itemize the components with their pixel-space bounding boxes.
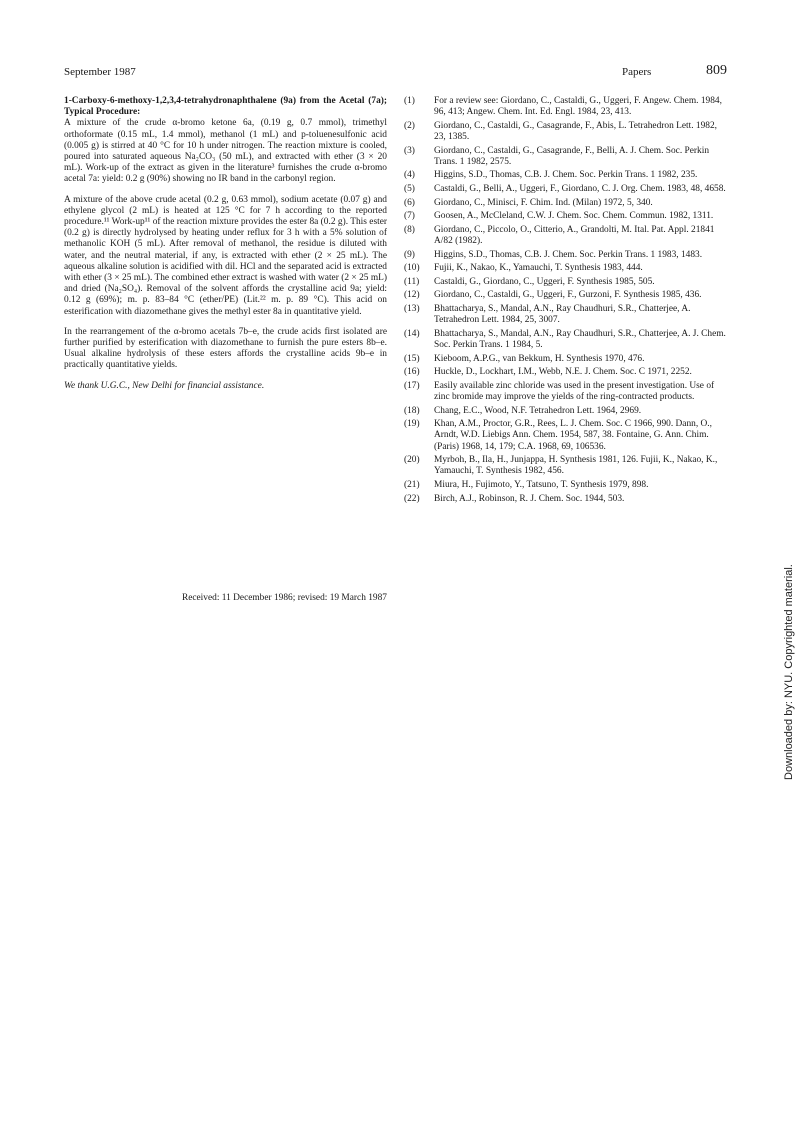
reference-item [404, 96, 730, 118]
reference-item [404, 184, 730, 195]
reference-text: Miura, H., Fujimoto, Y., Tatsuno, T. Synthesis 1979, 898. [434, 479, 649, 490]
reference-item [404, 250, 730, 261]
reference-item [404, 354, 730, 365]
reference-text: Myrboh, B., Ila, H., Junjappa, H. Synthesis 1981, 126. Fujii, K., Nakao, K., Yamauchi, T. Synthesis 1982, 456. [434, 455, 718, 477]
reference-item [404, 198, 730, 209]
reference-text: Giordano, C., Castaldi, G., Uggeri, F., Gurzoni, F. Synthesis 1985, 436. [434, 290, 702, 301]
reference-number: (6) [404, 197, 415, 208]
reference-text: Giordano, C., Castaldi, G., Casagrande, F., Abis, L. Tetrahedron Lett. 1982, 23, 1385. [434, 120, 718, 142]
page-number: 809 [706, 63, 727, 78]
reference-item [404, 211, 730, 222]
procedure-paragraph-3: In the rearrangement of the α-bromo acetals 7b–e, the crude acids first isolated are further purified by esterification with diazomethane to furnish the pure esters 8b–e. Usual alkaline hydrolysis of these esters affords the crystalline acids 9b–e in practically quantitative yields. [64, 326, 387, 371]
reference-list [404, 96, 730, 505]
reference-number: (21) [404, 479, 420, 490]
reference-item [404, 406, 730, 417]
reference-number: (2) [404, 120, 415, 131]
reference-item [404, 170, 730, 181]
reference-text: Birch, A.J., Robinson, R. J. Chem. Soc. 1944, 503. [434, 493, 625, 504]
procedure-title: 1-Carboxy-6-methoxy-1,2,3,4-tetrahydronaphthalene (9a) from the Acetal (7a); Typical Procedure: [64, 96, 387, 118]
references-column [404, 96, 730, 507]
reference-number: (19) [404, 419, 420, 430]
reference-text: Higgins, S.D., Thomas, C.B. J. Chem. Soc. Perkin Trans. 1 1983, 1483. [434, 249, 703, 260]
reference-item [404, 225, 730, 247]
reference-number: (13) [404, 303, 420, 314]
reference-text: Higgins, S.D., Thomas, C.B. J. Chem. Soc. Perkin Trans. 1 1982, 235. [434, 170, 698, 181]
reference-item [404, 121, 730, 143]
reference-number: (1) [404, 96, 415, 106]
reference-number: (11) [404, 276, 420, 287]
procedure-paragraph-2: A mixture of the above crude acetal (0.2 g, 0.63 mmol), sodium acetate (0.07 g) and ethylene glycol (2 mL) is heated at 125 °C for 7 h according to the reported procedure.¹¹ Work-up¹¹ of the reaction mixture provides the ester 8a (0.2 g). This ester (0.2 g) is directly hydrolysed by heating under reflux for 3 h with a 5% solution of methanolic KOH (5 mL). After removal of methanol, the residue is diluted with water, and the neutral material, if any, is extracted with ether (2 × 25 mL). The aqueous alkaline solution is acidified with dil. HCl and the separated acid is extracted with ether (3 × 25 mL). The combined ether extract is washed with water (2 × 25 mL) and dried (Na₂SO₄). Removal of the solvent affords the crystalline acid 9a; yield: 0.12 g (69%); m. p. 83–84 °C (ether/PE) (Lit.²² m. p. 89 °C). This acid on esterification with diazomethane gives the methyl ester 8a in quantitative yield. [64, 194, 387, 317]
reference-text: Giordano, C., Castaldi, G., Casagrande, F., Belli, A. J. Chem. Soc. Perkin Trans. 1 1982, 2575. [434, 145, 710, 167]
reference-item [404, 304, 730, 326]
reference-number: (3) [404, 145, 415, 156]
reference-number: (4) [404, 170, 415, 181]
reference-text: Giordano, C., Piccolo, O., Citterio, A., Grandolti, M. Ital. Pat. Appl. 21841 A/82 (1982). [434, 224, 715, 246]
reference-text: Bhattacharya, S., Mandal, A.N., Ray Chaudhuri, S.R., Chatterjee, A. Tetrahedron Lett. 1984, 25, 3007. [434, 303, 691, 326]
reference-number: (20) [404, 455, 420, 466]
left-column [64, 96, 387, 401]
reference-number: (15) [404, 353, 420, 364]
reference-item [404, 277, 730, 288]
reference-number: (9) [404, 249, 415, 260]
reference-text: Fujii, K., Nakao, K., Yamauchi, T. Synthesis 1983, 444. [434, 263, 643, 274]
procedure-paragraph-1: A mixture of the crude α-bromo ketone 6a, (0.19 g, 0.7 mmol), trimethyl orthoformate (0.15 mL, 1.4 mmol), methanol (1 mL) and p-toluenesulfonic acid (0.005 g) is stirred at 40 °C for 10 h under nitrogen. The reaction mixture is cooled, poured into saturated aqueous Na₂CO₃ (50 mL), and extracted with ether (3 × 20 mL). Work-up of the extract as given in the literature³ furnishes the crude α-bromo acetal 7a: yield: 0.2 g (90%) showing no IR band in the carbonyl region. [64, 118, 387, 185]
reference-item [404, 494, 730, 505]
reference-text: Giordano, C., Minisci, F. Chim. Ind. (Milan) 1972, 5, 340. [434, 197, 653, 208]
reference-number: (16) [404, 367, 420, 378]
running-header-date: September 1987 [64, 66, 136, 78]
acknowledgement: We thank U.G.C., New Delhi for financial assistance. [64, 380, 265, 391]
reference-number: (17) [404, 380, 420, 391]
reference-number: (14) [404, 328, 420, 339]
received-dates: Received: 11 December 1986; revised: 19 March 1987 [181, 593, 387, 603]
reference-text: Castaldi, G., Belli, A., Uggeri, F., Giordano, C. J. Org. Chem. 1983, 48, 4658. [434, 183, 726, 194]
reference-text: Castaldi, G., Giordano, C., Uggeri, F. Synthesis 1985, 505. [434, 276, 655, 287]
reference-item [404, 329, 730, 351]
running-header-section: Papers [622, 66, 652, 78]
reference-text: Khan, A.M., Proctor, G.R., Rees, L. J. Chem. Soc. C 1966, 990. Dann, O., Arndt, W.D. Liebigs Ann. Chem. 1954, 587, 38. Fontaine, G. Ann. Chim. (Paris) 1968, 14, 179; C.A. 1968, 69, 106536. [434, 419, 712, 452]
reference-number: (18) [404, 405, 420, 416]
reference-number: (22) [404, 493, 420, 504]
reference-text: Easily available zinc chloride was used in the present investigation. Use of zinc bromide may improve the yields of the ring-contracted products. [434, 380, 715, 402]
reference-text: Chang, E.C., Wood, N.F. Tetrahedron Lett. 1964, 2969. [434, 405, 642, 416]
reference-text: Kieboom, A.P.G., van Bekkum, H. Synthesis 1970, 476. [434, 353, 645, 364]
reference-item [404, 455, 730, 477]
reference-number: (5) [404, 183, 415, 194]
reference-number: (7) [404, 211, 415, 222]
reference-text: Bhattacharya, S., Mandal, A.N., Ray Chaudhuri, S.R., Chatterjee, A. J. Chem. Soc. Perkin Trans. 1 1984, 5. [434, 328, 726, 350]
reference-text: Huckle, D., Lockhart, I.M., Webb, N.E. J. Chem. Soc. C 1971, 2252. [434, 367, 692, 378]
reference-text: For a review see: Giordano, C., Castaldi, G., Uggeri, F. Angew. Chem. 1984, 96, 413; Angew. Chem. Int. Ed. Engl. 1984, 23, 413. [434, 96, 722, 118]
reference-item [404, 146, 730, 168]
reference-number: (12) [404, 290, 420, 301]
reference-item [404, 367, 730, 378]
reference-item [404, 480, 730, 491]
reference-text: Goosen, A., McCleland, C.W. J. Chem. Soc. Chem. Commun. 1982, 1311. [434, 211, 714, 222]
reference-item [404, 381, 730, 403]
reference-item [404, 263, 730, 274]
reference-number: (10) [404, 263, 420, 274]
reference-item [404, 290, 730, 301]
reference-item [404, 419, 730, 453]
reference-number: (8) [404, 224, 415, 235]
download-watermark: Downloaded by: NYU. Copyrighted material. [783, 564, 795, 780]
